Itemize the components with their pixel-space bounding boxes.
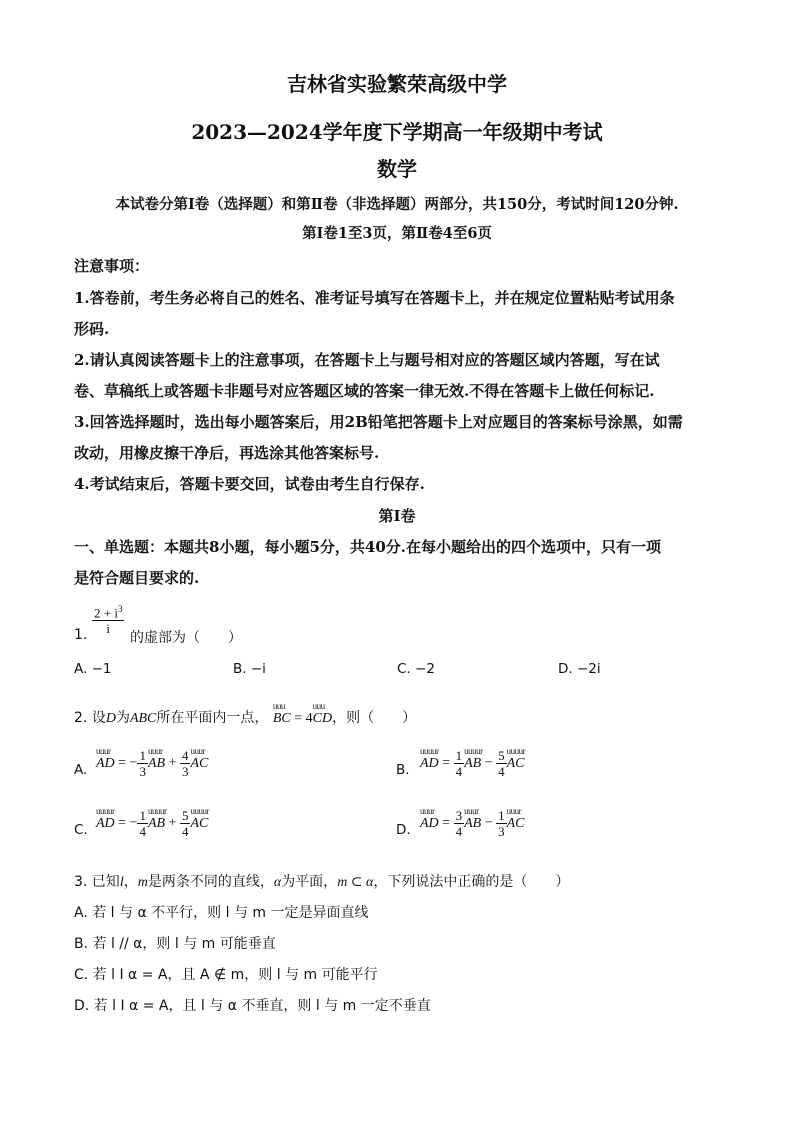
q2-d-frac2-den: 3 — [498, 824, 505, 839]
q3-option-c: C. 若 l I α = A，且 A ∉ m，则 l 与 m 可能平行 — [74, 967, 378, 983]
q3-m-subset: m ⊂ α — [337, 875, 374, 890]
q2-d-frac2-num: 1 — [498, 808, 505, 823]
q2-vector-cd: uuu CD — [313, 711, 332, 727]
exam-info-line1: 本试卷分第Ⅰ卷（选择题）和第Ⅱ卷（非选择题）两部分，共150分，考试时间120分钟. — [115, 196, 679, 213]
q2-b-frac2-den: 4 — [498, 764, 505, 779]
section-heading-a: 一、单选题：本题共8小题，每小题5分，共40分.在每小题给出的四个选项中，只有一项 — [74, 538, 661, 556]
q2-a-ad: uuur AD — [96, 756, 115, 772]
volume-heading: 第Ⅰ卷 — [378, 507, 416, 525]
note-2b: 卷、草稿纸上或答题卡非题号对应答题区域的答案一律无效.不得在答题卡上做任何标记. — [74, 382, 655, 400]
q2-c-frac1-den: 4 — [139, 824, 146, 839]
q2-a-frac2-den: 3 — [181, 764, 189, 779]
q2-option-b — [420, 748, 524, 779]
q2-option-c — [96, 808, 208, 839]
q1-stem: 的虚部为（ ） — [130, 630, 242, 646]
q2-point-d: D — [105, 711, 116, 726]
q3-option-b: B. 若 l // α，则 l 与 m 可能垂直 — [74, 936, 276, 952]
q3-stem — [74, 871, 569, 891]
note-2a: 2.请认真阅读答题卡上的注意事项，在答题卡上与题号相对应的答题区域内答题，写在试 — [74, 351, 660, 369]
note-3b: 改动，用橡皮擦干净后，再选涂其他答案标号. — [74, 444, 380, 462]
q2-vector-bc: uuu BC — [273, 711, 291, 727]
q2-a-ab: uuur AB — [148, 756, 165, 772]
q2-b-ad: uuuur AD — [420, 756, 439, 772]
q2-c-eq: = − — [114, 815, 138, 831]
q2-a-frac1-num: 1 — [139, 748, 146, 763]
q2-equals: = 4 — [290, 711, 313, 726]
q2-d-ac: uuur AC — [507, 816, 525, 832]
q1-option-d: D. −2i — [558, 661, 601, 677]
q2-option-a — [96, 748, 208, 779]
q2-c-plus: + — [165, 815, 180, 831]
q2-c-ac: uuuur AC — [190, 816, 208, 832]
q2-c-frac1-num: 1 — [139, 808, 146, 823]
q2-b-eq: = — [438, 755, 454, 771]
q2-a-plus: + — [165, 755, 180, 771]
q2-c-frac2-num: 5 — [181, 808, 189, 823]
q2-a-eq: = − — [114, 755, 138, 771]
q1-option-b: B. −i — [233, 661, 266, 677]
note-4: 4.考试结束后，答题卡要交回，试卷由考生自行保存. — [74, 475, 425, 493]
note-1a: 1.答卷前，考生务必将自己的姓名、准考证号填写在答题卡上，并在规定位置粘贴考试用条 — [74, 289, 675, 307]
q2-option-d — [420, 808, 524, 839]
exam-info-line2: 第Ⅰ卷1至3页，第Ⅱ卷4至6页 — [302, 225, 492, 242]
q3-text-d: ，下列说法中正确的是（ ） — [373, 874, 570, 890]
q2-b-frac2-num: 5 — [498, 748, 505, 763]
q3-option-d: D. 若 l I α = A，且 l 与 α 不垂直，则 l 与 m 一定不垂直 — [74, 998, 431, 1014]
q2-text-d: ，则（ ） — [332, 710, 417, 726]
q3-option-a: A. 若 l 与 α 不平行，则 l 与 m 一定是异面直线 — [74, 905, 369, 921]
q3-line-m: m — [137, 875, 148, 890]
q2-d-frac1-num: 3 — [455, 808, 463, 823]
notes-heading: 注意事项： — [74, 257, 150, 275]
q3-comma: ， — [123, 874, 138, 890]
q2-b-ab: uuuur AB — [464, 756, 481, 772]
q2-b-frac1-num: 1 — [455, 748, 463, 763]
q1-fraction — [92, 602, 124, 636]
note-3a: 3.回答选择题时，选出每小题答案后，用2B铅笔把答题卡上对应题目的答案标号涂黑，如需 — [74, 413, 683, 431]
q2-d-minus: − — [481, 815, 497, 831]
q2-option-c-label: C. — [74, 822, 88, 838]
q2-d-ad: uuur AD — [420, 816, 439, 832]
q2-option-d-label: D. — [396, 822, 411, 838]
q1-exponent: 3 — [117, 604, 123, 614]
q1-frac-denominator: i — [106, 621, 111, 637]
q2-b-frac1-den: 4 — [455, 764, 463, 779]
q2-text-b: 为 — [115, 710, 130, 726]
q3-line-l: l — [119, 875, 124, 890]
subject-title: 数学 — [377, 157, 417, 181]
q2-option-a-label: A. — [74, 762, 88, 778]
q2-d-eq: = — [438, 815, 454, 831]
q2-triangle: ABC — [129, 711, 157, 726]
q2-c-ad: uuuur AD — [96, 816, 115, 832]
q2-a-frac1-den: 3 — [139, 764, 146, 779]
q2-option-b-label: B. — [396, 762, 410, 778]
exam-title: 2023—2024学年度下学期高一年级期中考试 — [191, 120, 603, 144]
q2-number: 2. — [74, 710, 88, 726]
q2-c-ab: uuuur AB — [148, 816, 165, 832]
q2-d-ab: uuur AB — [464, 816, 481, 832]
q2-text-c: 所在平面内一点， — [156, 710, 269, 726]
note-1b: 形码. — [74, 320, 110, 338]
school-title: 吉林省实验繁荣高级中学 — [287, 72, 507, 96]
q2-d-frac1-den: 4 — [455, 824, 463, 839]
q2-text-a: 设 — [91, 710, 106, 726]
section-heading-b: 是符合题目要求的. — [74, 569, 200, 587]
q1-number: 1. — [74, 627, 88, 643]
q2-b-minus: − — [481, 755, 497, 771]
q1-frac-numerator: 2 + i — [94, 605, 118, 621]
q2-c-frac2-den: 4 — [181, 824, 189, 839]
q1-option-c: C. −2 — [397, 661, 435, 677]
q3-text-c: 为平面， — [281, 874, 338, 890]
q3-text-b: 是两条不同的直线， — [147, 874, 274, 890]
q3-text-a: 3. 已知 — [74, 874, 120, 890]
q3-plane-alpha: α — [273, 875, 282, 890]
q2-a-ac: uuur AC — [190, 756, 208, 772]
q1-option-a: A. −1 — [74, 661, 112, 677]
q2-stem — [74, 707, 416, 727]
q2-b-ac: uuuur AC — [507, 756, 525, 772]
q2-a-frac2-num: 4 — [181, 748, 189, 763]
